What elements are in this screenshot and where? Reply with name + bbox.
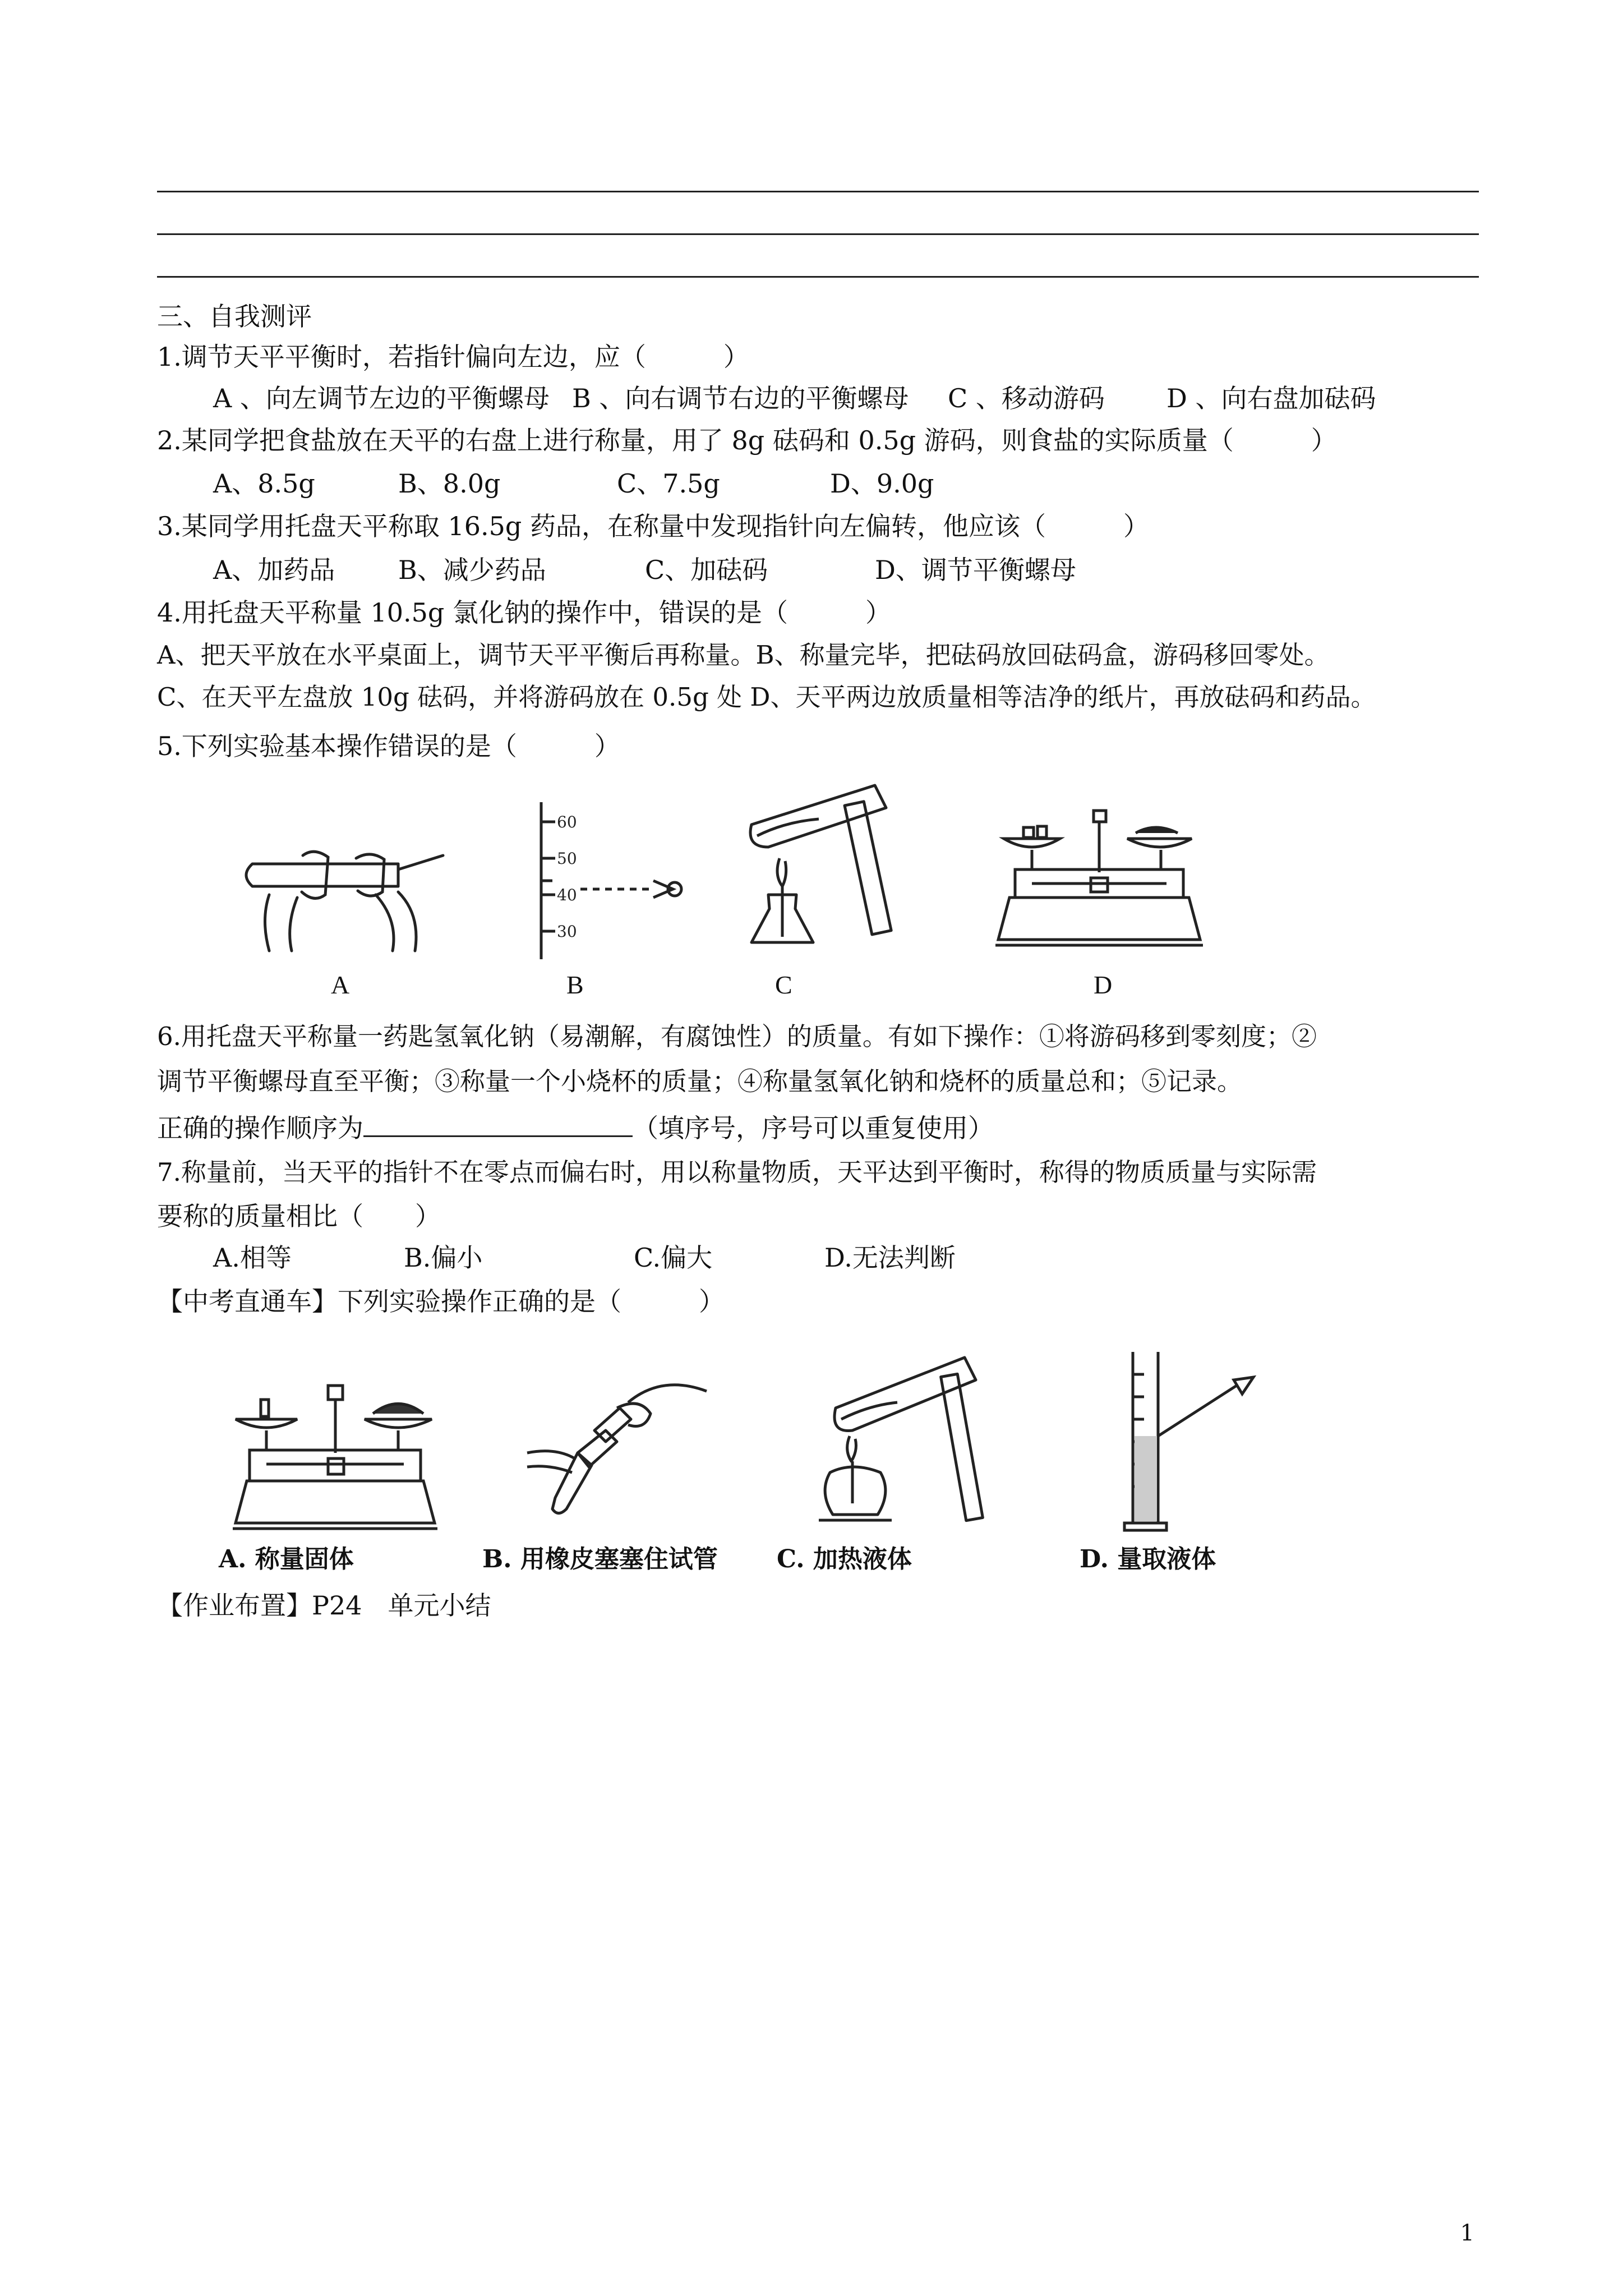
zhongkao-stem: 【中考直通车】下列实验操作正确的是（ ）: [157, 1286, 725, 1317]
q5-label-c: C: [775, 970, 792, 999]
ruled-line-1: [157, 191, 1479, 192]
q3-option-c: C、加砝码: [645, 555, 768, 585]
q6-answer-line: [157, 1111, 994, 1145]
q2-option-b: B、8.0g: [398, 468, 501, 499]
q6-answer-prefix: 正确的操作顺序为: [157, 1113, 363, 1143]
q6-line-1: 6.用托盘天平称量一药匙氢氧化钠（易潮解，有腐蚀性）的质量。有如下操作：①将游码移到零刻度；②: [157, 1022, 1317, 1051]
q1-option-d: D 、向右盘加砝码: [1166, 383, 1376, 413]
q2-option-d: D、9.0g: [830, 468, 934, 499]
ruled-line-3: [157, 276, 1479, 278]
q7-option-b: B.偏小: [404, 1243, 483, 1273]
q5-figure-b: [524, 802, 693, 959]
q5-tick-40: 40: [557, 886, 577, 904]
q6-line-2: 调节平衡螺母直至平衡；③称量一个小烧杯的质量；④称量氢氧化钠和烧杯的质量总和；⑤记录。: [157, 1066, 1243, 1096]
q1-option-a: A 、向左调节左边的平衡螺母: [213, 383, 550, 413]
q7-line-1: 7.称量前，当天平的指针不在零点而偏右时，用以称量物质，天平达到平衡时，称得的物质质量与实际需: [157, 1157, 1317, 1187]
q5-figure-a: [230, 825, 454, 954]
zhongkao-caption-b: B. 用橡皮塞塞住试管: [482, 1545, 718, 1573]
q3-option-d: D、调节平衡螺母: [875, 555, 1076, 585]
zhongkao-caption-c: C. 加热液体: [777, 1545, 912, 1573]
zhongkao-caption-d: D. 量取液体: [1080, 1545, 1216, 1573]
q1-option-b: B 、向右调节右边的平衡螺母: [572, 383, 909, 413]
q5-figure-c: [735, 769, 937, 954]
q5-label-a: A: [331, 970, 350, 999]
ruled-line-2: [157, 233, 1479, 235]
q4-line-2: C、在天平左盘放 10g 砝码，并将游码放在 0.5g 处 D、天平两边放质量相等洁净的纸片，再放砝码和药品。: [157, 682, 1376, 712]
zhongkao-caption-a: A. 称量固体: [219, 1545, 354, 1573]
section-title: 三、自我测评: [157, 301, 312, 332]
zhongkao-figure-d: [1116, 1352, 1284, 1537]
zhongkao-figure-a: [224, 1374, 449, 1537]
q7-option-d: D.无法判断: [824, 1243, 956, 1273]
q3-stem: 3.某同学用托盘天平称取 16.5g 药品，在称量中发现指针向左偏转，他应该（ ）: [157, 511, 1150, 541]
zhongkao-figure-b: [522, 1369, 746, 1531]
q5-label-b: B: [566, 970, 584, 999]
q5-figure-d: [993, 805, 1206, 956]
q2-stem: 2.某同学把食盐放在天平的右盘上进行称量，用了 8g 砝码和 0.5g 游码，则食盐的实际质量（ ）: [157, 425, 1337, 455]
q7-option-a: A.相等: [213, 1243, 292, 1273]
q6-answer-suffix: （填序号，序号可以重复使用）: [633, 1113, 994, 1143]
q3-option-b: B、减少药品: [398, 555, 546, 585]
q7-option-c: C.偏大: [634, 1243, 713, 1273]
q2-option-a: A、8.5g: [213, 468, 315, 499]
q5-tick-50: 50: [557, 849, 577, 868]
page-number: 1: [1460, 2220, 1474, 2246]
q5-stem: 5.下列实验基本操作错误的是（ ）: [157, 731, 620, 761]
q2-option-c: C、7.5g: [617, 468, 720, 499]
q1-stem: 1.调节天平平衡时，若指针偏向左边，应（ ）: [157, 342, 749, 372]
q3-option-a: A、加药品: [213, 555, 335, 585]
q4-line-1: A、把天平放在水平桌面上，调节天平平衡后再称量。B、称量完毕，把砝码放回砝码盒，游码移回零处。: [157, 640, 1330, 670]
q7-line-2: 要称的质量相比（ ）: [157, 1201, 441, 1231]
q4-stem: 4.用托盘天平称量 10.5g 氯化钠的操作中，错误的是（ ）: [157, 597, 892, 628]
q5-tick-30: 30: [557, 922, 577, 941]
q5-label-d: D: [1094, 970, 1113, 999]
homework-line: 【作业布置】P24 单元小结: [157, 1590, 491, 1621]
q1-option-c: C 、移动游码: [948, 383, 1105, 413]
q6-answer-blank[interactable]: [363, 1111, 633, 1137]
q5-tick-60: 60: [557, 813, 577, 831]
zhongkao-figure-c: [808, 1335, 1021, 1537]
